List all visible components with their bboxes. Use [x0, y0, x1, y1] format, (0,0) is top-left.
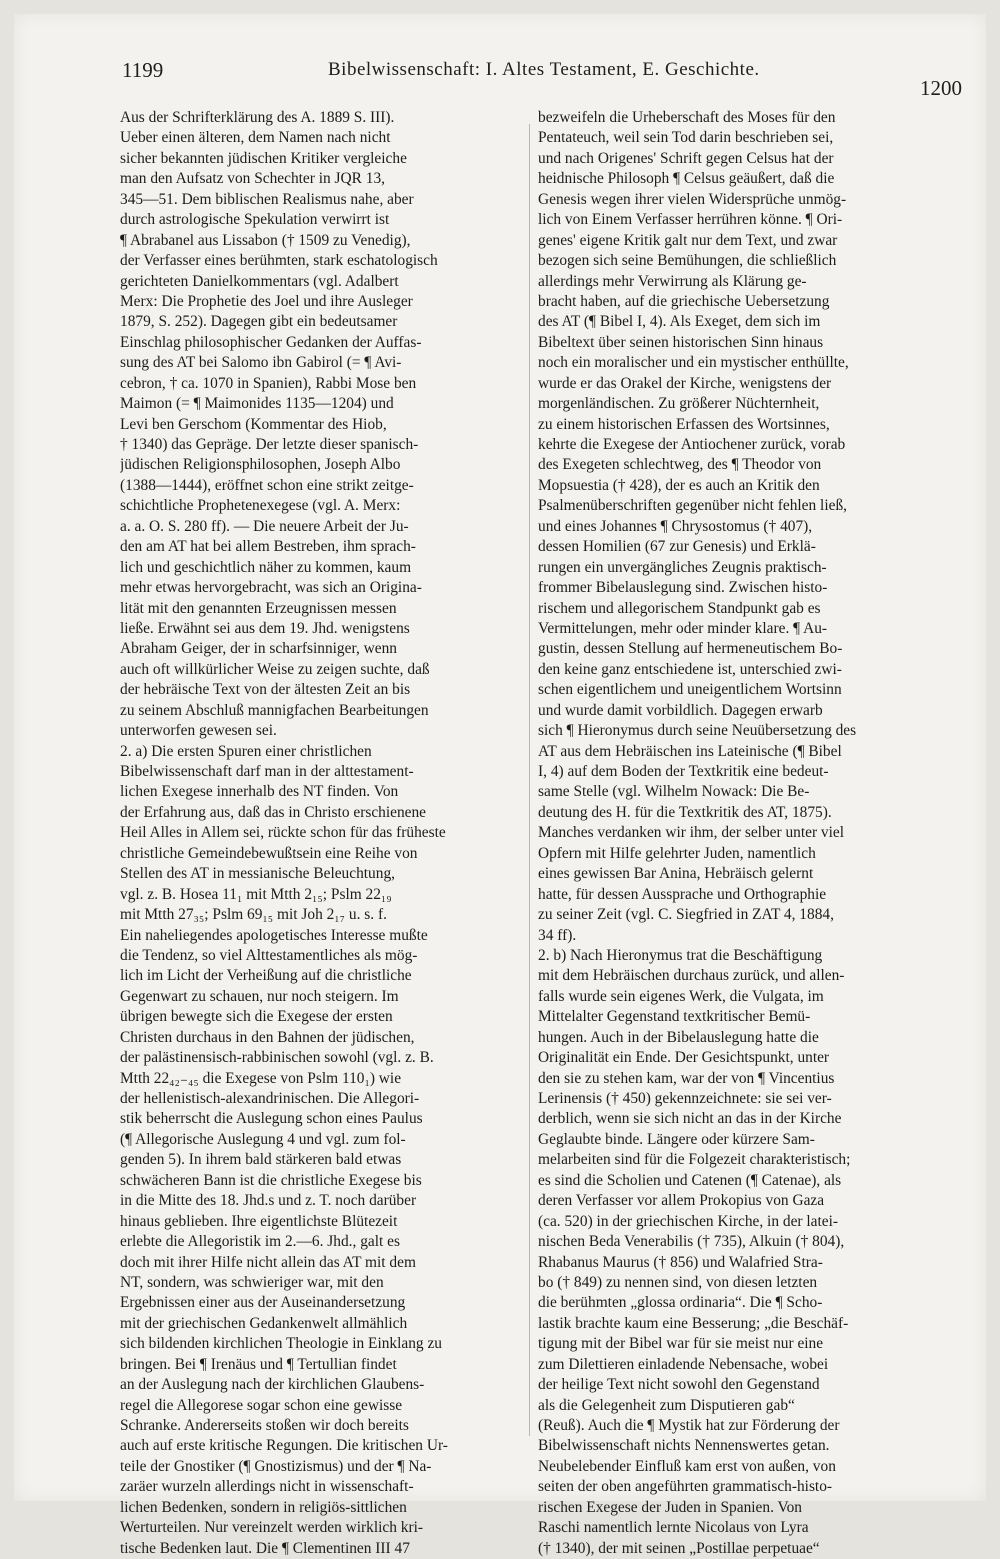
- text-line: Mopsuestia († 428), der es auch an Kritik den: [538, 476, 820, 494]
- text-line: Maimon (= ¶ Maimonides 1135—1204) und: [120, 395, 394, 413]
- text-line: Rhabanus Maurus († 856) und Walafried Stra-: [538, 1253, 823, 1271]
- text-line: rischen Exegese der Juden in Spanien. Von: [538, 1498, 803, 1516]
- text-line: der heilige Text nicht sowohl den Gegenstand: [538, 1376, 820, 1394]
- text-line: sich bildenden kirchlichen Theologie in Einklang zu: [120, 1335, 442, 1353]
- text-line: 345—51. Dem biblischen Realismus nahe, aber: [120, 190, 414, 208]
- text-line: bracht haben, auf die griechische Uebersetzung: [538, 292, 830, 310]
- text-line: Geglaubte binde. Längere oder kürzere Sam-: [538, 1130, 815, 1148]
- text-line: der Verfasser eines berühmten, stark eschatologisch: [120, 252, 438, 270]
- text-line: zaräer wurzeln allerdings nicht in wissenschaft-: [120, 1478, 414, 1496]
- text-line: (Reuß). Auch die ¶ Mystik hat zur Förderung der: [538, 1417, 840, 1434]
- text-line: lich von Einem Verfasser herrühren könne. ¶ Ori-: [538, 211, 843, 229]
- text-line: Abraham Geiger, der in scharfsinniger, wenn: [120, 640, 397, 658]
- text-line: und eines Johannes ¶ Chrysostomus († 407),: [538, 517, 813, 535]
- text-line: der Erfahrung aus, daß das in Christo erschienene: [120, 803, 427, 821]
- text-line: heidnische Philosoph ¶ Celsus geäußert, daß die: [538, 170, 835, 188]
- text-line: eines gewissen Bar Anina, Hebräisch gelernt: [538, 865, 814, 883]
- text-line: zu seinem Abschluß mannigfachen Bearbeitungen: [120, 701, 429, 719]
- text-line: christliche Gemeindebewußtsein eine Reihe von: [120, 844, 418, 862]
- text-line: es sind die Scholien und Catenen (¶ Catenae), als: [538, 1171, 842, 1189]
- text-line: Opfern mit Hilfe gelehrter Juden, namentlich: [538, 844, 816, 862]
- text-line: bo († 849) zu nennen sind, von diesen letzten: [538, 1273, 818, 1291]
- text-line: vgl. z. B. Hosea 11₁ mit Mtth 2₁₅; Pslm 22₁₉: [120, 885, 392, 903]
- text-line: Schranke. Andererseits stoßen wir doch bereits: [120, 1417, 409, 1434]
- text-line: hinaus geblieben. Ihre eigentlichste Blütezeit: [120, 1212, 398, 1230]
- text-line: Merx: Die Prophetie des Joel und ihre Ausleger: [120, 292, 413, 310]
- text-line: a. a. O. S. 280 ff). — Die neuere Arbeit der Ju-: [120, 517, 409, 535]
- text-line: sich ¶ Hieronymus durch seine Neuübersetzung des: [538, 722, 857, 740]
- text-line: auch oft willkürlicher Weise zu zeigen suchte, daß: [120, 660, 430, 678]
- text-line: des Exegeten schlechtweg, des ¶ Theodor von: [538, 456, 822, 474]
- text-line: falls wurde sein eigenes Werk, die Vulgata, im: [538, 987, 824, 1005]
- text-line: Mittelalter Gegenstand textkritischer Bemü-: [538, 1008, 811, 1026]
- text-line: Manches verdanken wir ihm, der selber unter viel: [538, 824, 844, 842]
- text-line: den keine ganz entschiedene ist, unterschied zwi-: [538, 660, 842, 678]
- left-text-column: [120, 108, 516, 1559]
- text-line: (ca. 520) in der griechischen Kirche, in der latei-: [538, 1212, 838, 1230]
- page-header: [122, 56, 962, 100]
- text-line: NT, sondern, was schwieriger war, mit den: [120, 1273, 384, 1291]
- page-number-left: 1199: [122, 58, 164, 82]
- text-line: Christen durchaus in den Bahnen der jüdischen,: [120, 1028, 415, 1046]
- text-line: lich und geschichtlich näher zu kommen, kaum: [120, 558, 412, 576]
- text-line: der palästinensisch-rabbinischen sowohl (vgl. z. B.: [120, 1049, 434, 1067]
- text-line: frommer Bibelauslegung sind. Zwischen histo-: [538, 579, 828, 597]
- text-line: regel die Allegorese sogar schon eine gewisse: [120, 1396, 403, 1414]
- text-line: des AT (¶ Bibel I, 4). Als Exeget, dem sich im: [538, 313, 821, 331]
- text-line: dessen Homilien (67 zur Genesis) und Erklä-: [538, 538, 816, 556]
- text-line: deutung des H. für die Textkritik des AT, 1875).: [538, 803, 832, 821]
- text-line: mit Mtth 27₃₅; Pslm 69₁₅ mit Joh 2₁₇ u. s. f.: [120, 906, 387, 924]
- text-line: Gegenwart zu schauen, nur noch steigern. Im: [120, 987, 399, 1005]
- text-line: die Tendenz, so viel Alttestamentliches als mög-: [120, 946, 418, 964]
- text-line: kehrte die Exegese der Antiochener zurück, vorab: [538, 436, 846, 453]
- text-line: die berühmten „glossa ordinaria“. Die ¶ Scho-: [538, 1294, 823, 1312]
- text-line: Mtth 22₄₂₋₄₅ die Exegese von Pslm 110₁) wie: [120, 1069, 402, 1087]
- text-line: noch ein moralischer und ein mystischer enthüllte,: [538, 354, 849, 372]
- text-line: 2. b) Nach Hieronymus trat die Beschäftigung: [538, 946, 823, 964]
- text-line: nischen Beda Venerabilis († 735), Alkuin († 804),: [538, 1233, 845, 1251]
- text-line: genes' eigene Kritik galt nur dem Text, und zwar: [538, 231, 838, 249]
- text-line: zu einem historischen Erfassen des Wortsinnes,: [538, 415, 830, 433]
- text-line: auch auf erste kritische Regungen. Die kritischen Ur-: [120, 1437, 448, 1455]
- text-line: zu seiner Zeit (vgl. C. Siegfried in ZAT 4, 1884,: [538, 906, 834, 924]
- text-line: an der Auslegung nach der kirchlichen Glaubens-: [120, 1376, 425, 1394]
- text-line: doch mit ihrer Hilfe nicht allein das AT mit dem: [120, 1253, 416, 1271]
- text-line: deren Verfasser vor allem Prokopius von Gaza: [538, 1192, 825, 1210]
- page-number-right: 1200: [920, 76, 962, 100]
- text-line: schen eigentlichem und uneigentlichem Wortsinn: [538, 681, 842, 699]
- text-line: jüdischen Religionsphilosophen, Joseph Albo: [120, 456, 401, 474]
- text-line: († 1340), der mit seinen „Postillae perpetuae“: [538, 1539, 820, 1557]
- text-line: Psalmenüberschriften gegenüber nicht fehlen ließ,: [538, 497, 847, 515]
- text-line: in die Mitte des 18. Jhd.s und z. T. noch darüber: [120, 1192, 417, 1210]
- text-line: Genesis wegen ihrer vielen Widersprüche unmög-: [538, 190, 847, 208]
- text-line: lität mit den genannten Erzeugnissen messen: [120, 599, 397, 617]
- text-line: mit dem Hebräischen durchaus zurück, und allen-: [538, 967, 845, 985]
- text-line: AT aus dem Hebräischen ins Lateinische (¶ Bibel: [538, 742, 842, 760]
- text-line: den am AT hat bei allem Bestreben, ihm sprach-: [120, 538, 416, 556]
- text-line: mit der griechischen Gedankenwelt allmählich: [120, 1314, 408, 1332]
- text-line: schichtliche Prophetenexegese (vgl. A. Merx:: [120, 497, 401, 515]
- text-line: Ueber einen älteren, dem Namen nach nicht: [120, 129, 391, 147]
- text-line: wurde er das Orakel der Kirche, wenigstens der: [538, 374, 832, 392]
- text-line: Aus der Schrifterklärung des A. 1889 S. III).: [120, 109, 395, 126]
- text-line: bezweifeln die Urheberschaft des Moses für den: [538, 109, 836, 126]
- text-line: Ergebnissen einer aus der Auseinandersetzung: [120, 1294, 406, 1312]
- text-line: Stellen des AT in messianische Beleuchtung,: [120, 865, 395, 883]
- text-line: erlebte die Allegoristik im 2.—6. Jhd., galt es: [120, 1233, 400, 1251]
- text-line: schwächeren Bann ist die christliche Exegese bis: [120, 1171, 422, 1189]
- scanned-page: [14, 14, 986, 1557]
- text-line: ¶ Abrabanel aus Lissabon († 1509 zu Venedig),: [120, 231, 411, 249]
- text-line: 2. a) Die ersten Spuren einer christlichen: [120, 742, 372, 760]
- text-line: ließe. Erwähnt sei aus dem 19. Jhd. wenigstens: [120, 619, 410, 637]
- text-line: Lerinensis († 450) gekennzeichnete: sie sei ver-: [538, 1090, 832, 1107]
- text-line: I, 4) auf dem Boden der Textkritik eine bedeut-: [538, 763, 829, 780]
- text-line: sung des AT bei Salomo ibn Gabirol (= ¶ Avi-: [120, 354, 402, 372]
- text-line: Ein naheliegendes apologetisches Interesse mußte: [120, 926, 428, 944]
- text-line: bezogen sich seine Bemühungen, die schließlich: [538, 252, 837, 270]
- text-line: bringen. Bei ¶ Irenäus und ¶ Tertullian findet: [120, 1355, 397, 1373]
- text-line: Bibeltext über seinen historischen Sinn hinaus: [538, 333, 824, 351]
- text-line: der hebräische Text von der ältesten Zeit an bis: [120, 681, 411, 699]
- text-line: melarbeiten sind für die Folgezeit charakteristisch;: [538, 1151, 851, 1169]
- right-text-column: [538, 108, 934, 1559]
- text-line: lichen Exegese innerhalb des NT finden. Von: [120, 783, 399, 801]
- text-line: gerichteten Danielkommentars (vgl. Adalbert: [120, 272, 399, 290]
- text-line: Levi ben Gerschom (Kommentar des Hiob,: [120, 415, 387, 433]
- text-line: als die Gelegenheit zum Disputieren gab“: [538, 1396, 795, 1414]
- text-line: den sie zu stehen kam, war der von ¶ Vincentius: [538, 1069, 835, 1087]
- text-line: stik beherrscht die Auslegung schon eines Paulus: [120, 1110, 423, 1128]
- text-line: seiten der oben angeführten grammatisch-histo-: [538, 1478, 833, 1496]
- text-line: Vermittelungen, mehr oder minder klare. ¶ Au-: [538, 619, 828, 637]
- text-line: Werturteilen. Nur vereinzelt werden wirklich kri-: [120, 1519, 424, 1537]
- text-line: allerdings mehr Verwirrung als Klärung ge-: [538, 272, 807, 290]
- text-line: man den Aufsatz von Schechter in JQR 13,: [120, 170, 386, 188]
- text-line: Raschi namentlich lernte Nicolaus von Lyra: [538, 1519, 809, 1537]
- text-line: Bibelwissenschaft darf man in der alttestament-: [120, 763, 414, 780]
- text-line: morgenländischen. Zu größerer Nüchternheit,: [538, 395, 820, 413]
- text-line: zum Dilettieren einladende Nebensache, wobei: [538, 1355, 829, 1373]
- text-line: mehr etwas hervorgebracht, was sich an Origina-: [120, 579, 422, 597]
- text-line: hungen. Auch in der Bibelauslegung hatte die: [538, 1028, 819, 1046]
- text-line: cebron, † ca. 1070 in Spanien), Rabbi Mose ben: [120, 374, 417, 392]
- text-line: Bibelwissenschaft nichts Nennenswertes getan.: [538, 1437, 830, 1455]
- text-line: hatte, für dessen Aussprache und Orthographie: [538, 885, 827, 903]
- text-line: (¶ Allegorische Auslegung 4 und vgl. zum fol-: [120, 1130, 406, 1148]
- text-line: und nach Origenes' Schrift gegen Celsus hat der: [538, 149, 834, 167]
- text-line: lichen Bedenken, sondern in religiös-sittlichen: [120, 1498, 407, 1516]
- text-line: unterworfen gewesen sei.: [120, 722, 277, 740]
- text-line: derblich, wenn sie sich nicht an das in der Kirche: [538, 1110, 842, 1128]
- text-line: † 1340) das Gepräge. Der letzte dieser spanisch-: [120, 436, 419, 453]
- text-line: tische Bedenken laut. Die ¶ Clementinen III 47: [120, 1539, 410, 1557]
- text-line: durch astrologische Spekulation verwirrt ist: [120, 211, 390, 229]
- text-line: same Stelle (vgl. Wilhelm Nowack: Die Be-: [538, 783, 810, 801]
- text-line: und wurde damit vorbildlich. Dagegen erwarb: [538, 701, 823, 719]
- text-line: rischem und allegorischem Standpunkt gab es: [538, 599, 821, 617]
- text-line: der hellenistisch-alexandrinischen. Die Allegori-: [120, 1090, 420, 1107]
- text-line: tigung mit der Bibel war für sie meist nur eine: [538, 1335, 824, 1353]
- text-line: genden 5). In ihrem bald stärkeren bald etwas: [120, 1151, 402, 1169]
- text-line: Pentateuch, weil sein Tod darin beschrieben sei,: [538, 129, 834, 147]
- text-line: teile der Gnostiker (¶ Gnostizismus) und der ¶ Na-: [120, 1457, 432, 1475]
- text-line: lastik brachte kaum eine Besserung; „die Beschäf-: [538, 1314, 849, 1332]
- text-line: Neubelebender Einfluß kam erst von außen, von: [538, 1457, 836, 1475]
- text-line: Heil Alles in Allem sei, rückte schon für das früheste: [120, 824, 446, 842]
- text-line: sicher bekannten jüdischen Kritiker vergleiche: [120, 149, 407, 167]
- text-line: 34 ff).: [538, 926, 577, 944]
- text-line: Einschlag philosophischer Gedanken der Auffas-: [120, 333, 422, 351]
- text-line: lich im Licht der Verheißung auf die christliche: [120, 967, 412, 985]
- text-line: übrigen bewegte sich die Exegese der ersten: [120, 1008, 393, 1026]
- column-divider: [529, 124, 530, 1436]
- text-line: 1879, S. 252). Dagegen gibt ein bedeutsamer: [120, 313, 398, 331]
- text-line: (1388—1444), eröffnet schon eine strikt zeitge-: [120, 476, 414, 494]
- text-line: Originalität ein Ende. Der Gesichtspunkt, unter: [538, 1049, 830, 1067]
- running-title: Bibelwissenschaft: I. Altes Testament, E. Geschichte.: [328, 59, 760, 80]
- text-line: rungen ein unvergängliches Zeugnis praktisch-: [538, 558, 827, 576]
- text-line: gustin, dessen Stellung auf hermeneutischem Bo-: [538, 640, 843, 658]
